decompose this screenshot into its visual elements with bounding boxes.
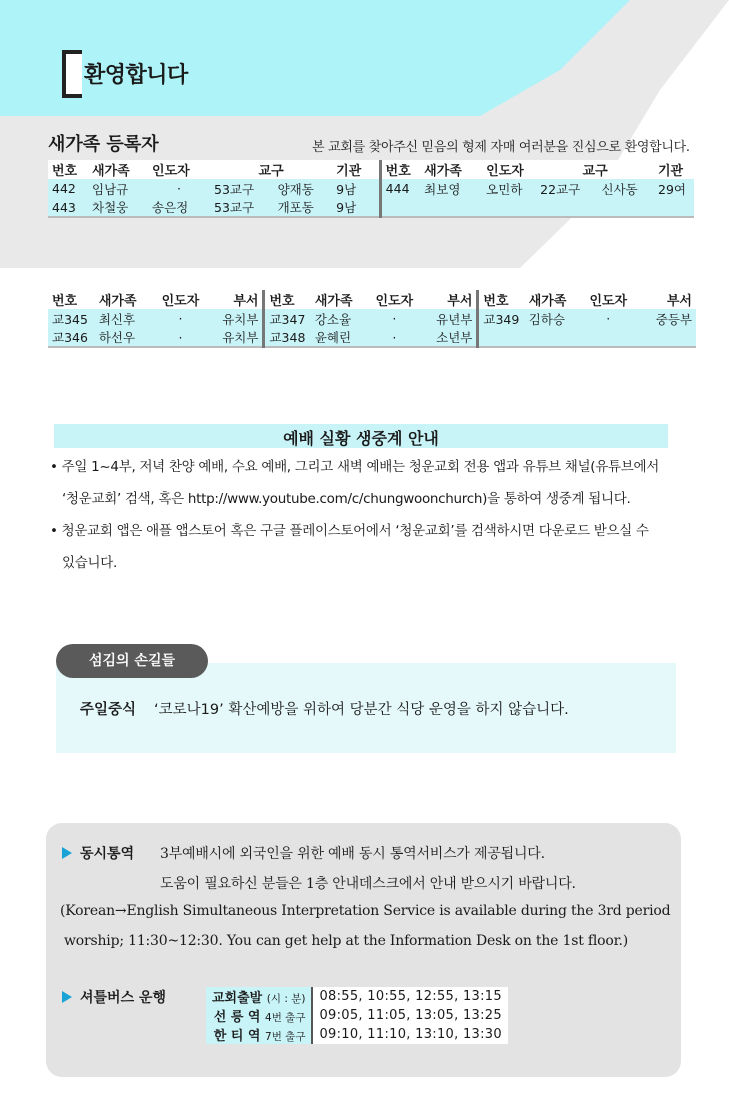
- interpretation-line-4: worship; 11:30~12:30. You can get help at the Information Desk on the 1st floor.): [64, 933, 629, 949]
- shuttle-table: [206, 987, 508, 1044]
- interpretation-line-3: (Korean→English Simultaneous Interpretation Service is available during the 3rd period: [60, 903, 671, 919]
- new-family-title: 새가족 등록자: [48, 134, 159, 155]
- table-row: 교회출발 (시 : 분) 08:55, 10:55, 12:55, 13:15: [206, 987, 508, 1006]
- meal-text: ‘코로나19’ 확산예방을 위하여 당분간 식당 운영을 하지 않습니다.: [154, 702, 569, 718]
- meal-label: 주일중식: [80, 702, 137, 718]
- table-row: 한 티 역 7번 출구 09:10, 11:10, 13:10, 13:30: [206, 1025, 508, 1044]
- meal-badge: 섬김의 손길들: [56, 644, 208, 678]
- live-bullet-2-line-2: 있습니다.: [62, 555, 117, 571]
- live-bullet-2-line-1: • 청운교회 앱은 애플 앱스토어 혹은 구글 플레이스토어에서 ‘청운교회’를 검색하시면 다운로드 받으실 수: [50, 523, 649, 539]
- table-row: 교345 최신후 · 유치부 교347 강소율 · 유년부 교349 김하승 · 중등부: [48, 309, 696, 328]
- interpretation-line-1: 3부예배시에 외국인을 위한 예배 동시 통역서비스가 제공됩니다.: [160, 846, 545, 862]
- triangle-bullet-icon: [62, 991, 72, 1003]
- table-row: 442 임남규 · 53교구 양재동 9남 444 최보영 오민하 22교구 신사동 29여: [48, 179, 694, 198]
- table-row: 교346 하선우 · 유치부 교348 윤혜린 · 소년부: [48, 328, 696, 347]
- live-bullet-1-line-1: • 주일 1~4부, 저녁 찬양 예배, 수요 예배, 그리고 새벽 예배는 청운교회 전용 앱과 유튜브 채널(유튜브에서: [50, 459, 659, 475]
- new-family-table: 번호 새가족 인도자 교구 기관 번호 새가족 인도자 교구 기관 442 임남규 · 53교구 양재동 9남 444 최보영 오민하 22교구 신사동 29여 443 차철웅 송은정 53교구 개포동 9남: [48, 160, 694, 218]
- live-bullet-1-line-2: ‘청운교회’ 검색, 혹은 http://www.youtube.com/c/chungwoonchurch)을 통하여 생중계 됩니다.: [62, 491, 631, 507]
- interpretation-label: 동시통역: [80, 846, 135, 862]
- triangle-bullet-icon: [62, 847, 72, 859]
- meal-notice: [80, 698, 569, 719]
- welcome-note: 본 교회를 찾아주신 믿음의 형제 자매 여러분을 진심으로 환영합니다.: [312, 140, 690, 155]
- shuttle-label: 셔틀버스 운행: [80, 990, 167, 1006]
- page-title: 환영합니다: [84, 63, 188, 88]
- students-table: 번호 새가족 인도자 부서 번호 새가족 인도자 부서 번호 새가족 인도자 부서 교345 최신후 · 유치부 교347 강소율 · 유년부 교349 김하승 · 중등부 교346 하선우 · 유치부 교348 윤혜린 · 소년부: [48, 290, 696, 348]
- live-title: 예배 실황 생중계 안내: [283, 429, 439, 448]
- table-row: 443 차철웅 송은정 53교구 개포동 9남: [48, 198, 694, 217]
- interpretation-line-2: 도움이 필요하신 분들은 1층 안내데스크에서 안내 받으시기 바랍니다.: [160, 876, 576, 892]
- table-row: 선 릉 역 4번 출구 09:05, 11:05, 13:05, 13:25: [206, 1006, 508, 1025]
